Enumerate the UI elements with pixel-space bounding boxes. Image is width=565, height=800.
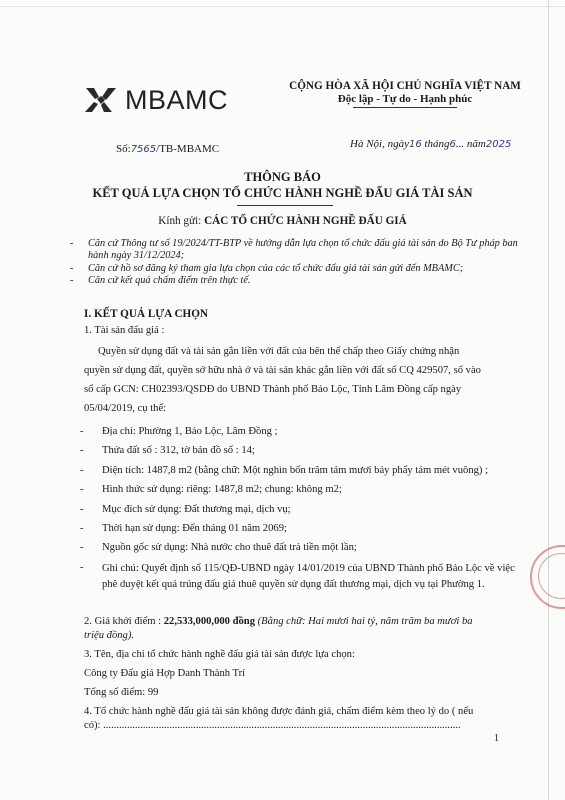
selected-org-name: Công ty Đấu giá Hợp Danh Thành Trí <box>84 668 246 679</box>
asset-detail-item: - Thời hạn sử dụng: Đến tháng 01 năm 2069; <box>80 522 540 535</box>
asset-detail-item: - Địa chỉ: Phường 1, Bảo Lộc, Lâm Đồng ; <box>80 425 540 438</box>
document-date <box>350 138 511 150</box>
asset-detail-text: Diện tích: 1487,8 m2 (bằng chữ: Một nghìn bốn trăm tám mươi bảy phẩy tám mét vuông) ; <box>102 464 489 476</box>
date-mid2: ... năm <box>455 138 486 150</box>
item4-line: 4. Tổ chức hành nghề đấu giá tài sản không được đánh giá, chấm điểm kèm theo lý do ( nếu <box>84 706 474 717</box>
recipient-label: Kính gửi: <box>158 215 205 227</box>
asset-detail-text: Thời hạn sử dụng: Đến tháng 01 năm 2069; <box>102 522 287 534</box>
doc-subtitle: KẾT QUẢ LỰA CHỌN TỔ CHỨC HÀNH NGHỀ ĐẤU GIÁ TÀI SẢN <box>92 186 473 200</box>
asset-detail-text: Ghi chú: Quyết định số 115/QĐ-UBND ngày 14/01/2019 của UBND Thành phố Bảo Lộc về việc phê duyệt kết quả trúng đấu giá thuê quyền sử dụng đất thương mại, dịch vụ tại Phường 1. <box>102 562 515 590</box>
date-day: 16 <box>408 139 422 150</box>
mbamc-star-icon <box>82 84 120 116</box>
docno-prefix: Số: <box>116 143 131 155</box>
starting-price-label: 2. Giá khởi điểm : <box>84 616 164 627</box>
legal-basis-text: Căn cứ hồ sơ đăng ký tham gia lựa chọn của các tổ chức đấu giá tài sản gửi đến MBAMC; <box>88 262 464 274</box>
starting-price-words: (Bằng chữ: Hai mươi hai tỷ, năm trăm ba mươi ba <box>255 616 473 627</box>
legal-basis-text: Căn cứ kết quả chấm điểm trên thực tế. <box>88 275 251 287</box>
scan-edge-line <box>548 0 549 800</box>
asset-detail-item: - Diện tích: 1487,8 m2 (bằng chữ: Một nghìn bốn trăm tám mươi bảy phẩy tám mét vuông) ; <box>80 464 540 477</box>
docno-suffix: /TB-MBAMC <box>156 143 220 155</box>
asset-detail-item: - Hình thức sử dụng: riêng: 1487,8 m2; chung: không m2; <box>80 483 540 496</box>
motto-line1: CỘNG HÒA XÃ HỘI CHỦ NGHĨA VIỆT NAM <box>289 80 521 92</box>
item1-desc-line: quyền sử dụng đất, quyền sở hữu nhà ở và tài sản khác gắn liền với đất số CQ 429507, số vào <box>84 365 481 376</box>
asset-detail-text: Địa chỉ: Phường 1, Bảo Lộc, Lâm Đồng ; <box>102 426 278 437</box>
asset-detail-text: Thửa đất số : 312, tờ bản đồ số : 14; <box>102 445 255 457</box>
asset-detail-item: - Ghi chú: Quyết định số 115/QĐ-UBND ngày 14/01/2019 của UBND Thành phố Bảo Lộc về việc phê duyệt kết quả trúng đấu giá thuê quyền sử dụng đất thương mại, dịch vụ tại Phường 1. <box>80 561 540 593</box>
item1-desc-line: sổ cấp GCN: CH02393/QSDĐ do UBND Thành phố Bảo Lộc, Tỉnh Lâm Đồng cấp ngày <box>84 384 462 395</box>
motto-underline <box>353 107 457 108</box>
starting-price-words-cont: triệu đồng). <box>84 630 135 641</box>
legal-basis-item: - Căn cứ hồ sơ đăng ký tham gia lựa chọn của các tổ chức đấu giá tài sản gửi đến MBAMC; <box>70 262 464 274</box>
motto-line2: Độc lập - Tự do - Hạnh phúc <box>337 93 473 105</box>
document-number <box>116 143 219 155</box>
asset-detail-text: Nguồn gốc sử dụng: Nhà nước cho thuê đất trả tiền một lần; <box>102 542 357 554</box>
item1-label: 1. Tài sản đấu giá : <box>84 325 165 336</box>
asset-detail-text: Mục đích sử dụng: Đất thương mại, dịch vụ; <box>102 503 291 515</box>
asset-detail-item: - Thửa đất số : 312, tờ bản đồ số : 14; <box>80 444 540 457</box>
legal-basis-item: - Căn cứ Thông tư số 19/2024/TT-BTP về hướng dẫn lựa chọn tổ chức đấu giá tài sản do Bộ Tư pháp ban hành ngày 31/12/2024; <box>70 238 530 263</box>
scan-edge-line <box>0 6 565 7</box>
date-month: 6 <box>449 139 456 150</box>
mbamc-logo <box>82 84 228 116</box>
legal-basis-item: - Căn cứ kết quả chấm điểm trên thực tế. <box>70 275 251 287</box>
legal-basis-text: Căn cứ Thông tư số 19/2024/TT-BTP về hướng dẫn lựa chọn tổ chức đấu giá tài sản do Bộ Tư pháp ban hành ngày 31/12/2024; <box>88 238 518 262</box>
recipient-value: CÁC TỔ CHỨC HÀNH NGHỀ ĐẤU GIÁ <box>204 215 407 227</box>
asset-detail-item: - Mục đích sử dụng: Đất thương mại, dịch vụ; <box>80 503 540 516</box>
starting-price-value: 22,533,000,000 đồng <box>163 616 255 627</box>
item3-label: 3. Tên, địa chỉ tổ chức hành nghề đấu giá tài sản được lựa chọn: <box>84 649 355 660</box>
docno-handwritten: 7565 <box>130 144 157 155</box>
item4-line-cont: có): ....................................................................................................................................... <box>84 720 461 731</box>
title-underline <box>237 205 333 206</box>
asset-details-list <box>80 425 540 599</box>
legal-basis-list <box>70 238 530 288</box>
item1-desc-line: 05/04/2019, cụ thể: <box>84 403 167 414</box>
asset-detail-item: - Nguồn gốc sử dụng: Nhà nước cho thuê đất trả tiền một lần; <box>80 541 540 554</box>
national-motto <box>270 80 540 108</box>
doc-title: THÔNG BÁO <box>244 170 321 184</box>
total-score: Tổng số điểm: 99 <box>84 687 159 698</box>
date-mid1: tháng <box>421 138 450 150</box>
item1-desc-line: Quyền sử dụng đất và tài sản gắn liền với đất của bên thế chấp theo Giấy chứng nhận <box>98 346 460 357</box>
asset-detail-text: Hình thức sử dụng: riêng: 1487,8 m2; chung: không m2; <box>102 484 342 496</box>
date-year: 2025 <box>485 139 512 150</box>
starting-price-line <box>84 616 473 627</box>
page-number: 1 <box>494 733 499 744</box>
section-heading: I. KẾT QUẢ LỰA CHỌN <box>84 308 209 320</box>
date-prefix: Hà Nội, ngày <box>350 138 409 150</box>
logo-text: MBAMC <box>125 84 228 115</box>
recipient-line <box>0 215 565 227</box>
